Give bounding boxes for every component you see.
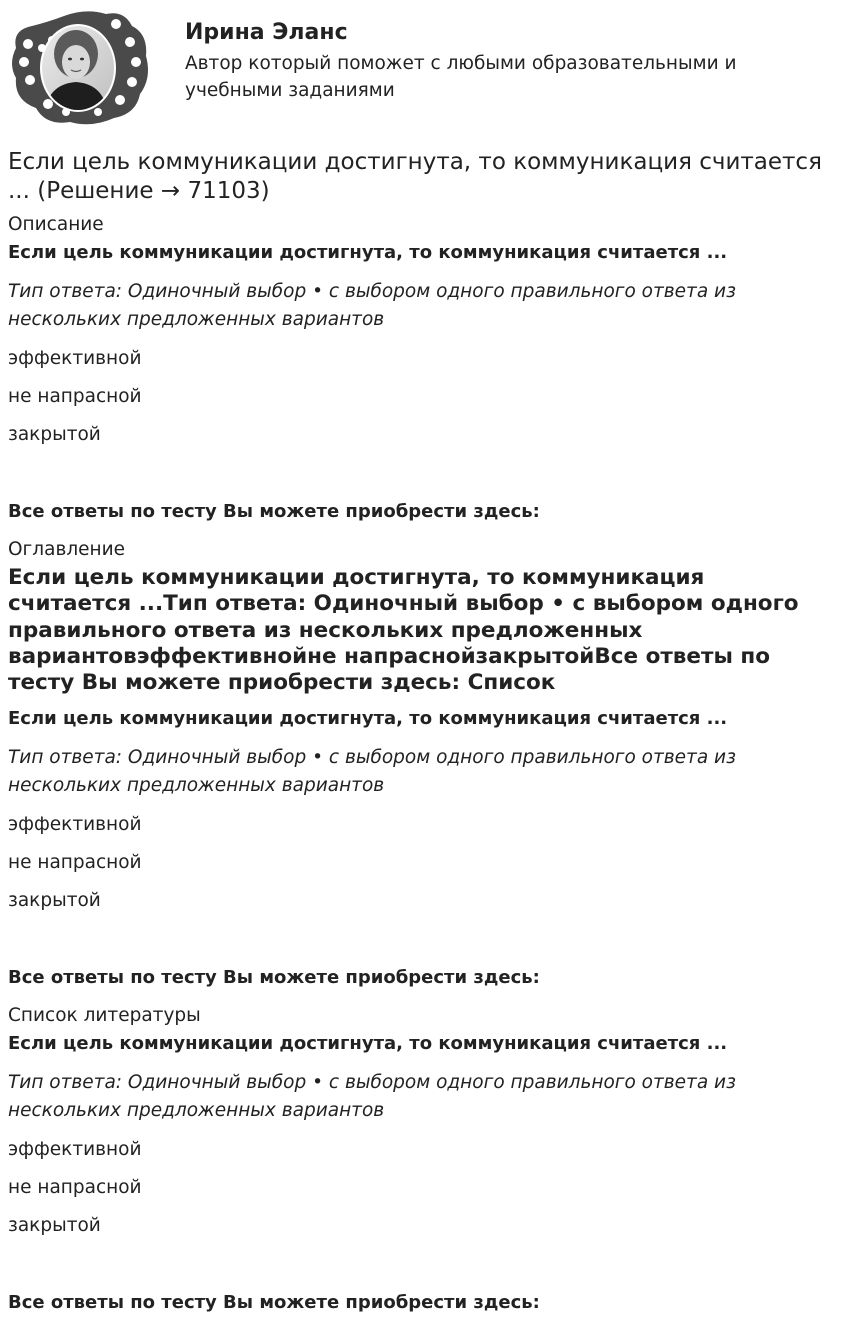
answer-type: Тип ответа: Одиночный выбор • с выбором одного правильного ответа из нескольких предложенных вариантов	[8, 1072, 736, 1122]
buy-answers-text: Все ответы по тесту Вы можете приобрести здесь:	[8, 501, 540, 522]
answer-type: Тип ответа: Одиночный выбор • с выбором одного правильного ответа из нескольких предложенных вариантов	[8, 747, 736, 797]
author-header	[8, 8, 839, 126]
buy-answers-text: Все ответы по тесту Вы можете приобрести здесь:	[8, 967, 540, 989]
main-content	[8, 148, 830, 1316]
author-name[interactable]: Ирина Эланс	[185, 20, 348, 45]
section-label-literature: Список литературы	[8, 1005, 201, 1027]
answer-option: закрытой	[8, 1215, 101, 1237]
answer-option: эффективной	[8, 348, 142, 369]
question-text: Если цель коммуникации достигнута, то коммуникация считается ...	[8, 708, 728, 730]
question-text: Если цель коммуникации достигнута, то коммуникация считается ...	[8, 1033, 728, 1055]
toc-section	[8, 537, 830, 991]
toc-heading: Если цель коммуникации достигнута, то коммуникация считается ...Тип ответа: Одиночный выбор • с выбором одного правильного ответа из нескольких предложенных вариантовэффективнойне напраснойзакрытойВсе ответы по тесту Вы можете приобрести здесь: Список	[8, 565, 799, 696]
section-label-description: Описание	[8, 214, 104, 235]
answer-option: закрытой	[8, 890, 101, 912]
question-text: Если цель коммуникации достигнута, то коммуникация считается ...	[8, 242, 728, 263]
answer-option: закрытой	[8, 424, 101, 445]
author-avatar[interactable]	[8, 8, 150, 126]
answer-option: эффективной	[8, 1139, 142, 1161]
answer-option: не напрасной	[8, 852, 142, 874]
page-title: Если цель коммуникации достигнута, то коммуникация считается ... (Решение → 71103)	[8, 149, 822, 204]
answer-option: не напрасной	[8, 386, 142, 407]
buy-answers-text: Все ответы по тесту Вы можете приобрести здесь:	[8, 1292, 540, 1314]
author-description: Автор который поможет с любыми образовательными и учебными заданиями	[185, 53, 737, 101]
literature-section	[8, 1003, 830, 1316]
answer-option: не напрасной	[8, 1177, 142, 1199]
answer-type: Тип ответа: Одиночный выбор • с выбором одного правильного ответа из нескольких предложенных вариантов	[8, 281, 736, 330]
section-label-toc: Оглавление	[8, 539, 126, 560]
description-section	[8, 212, 830, 525]
answer-option: эффективной	[8, 814, 142, 836]
